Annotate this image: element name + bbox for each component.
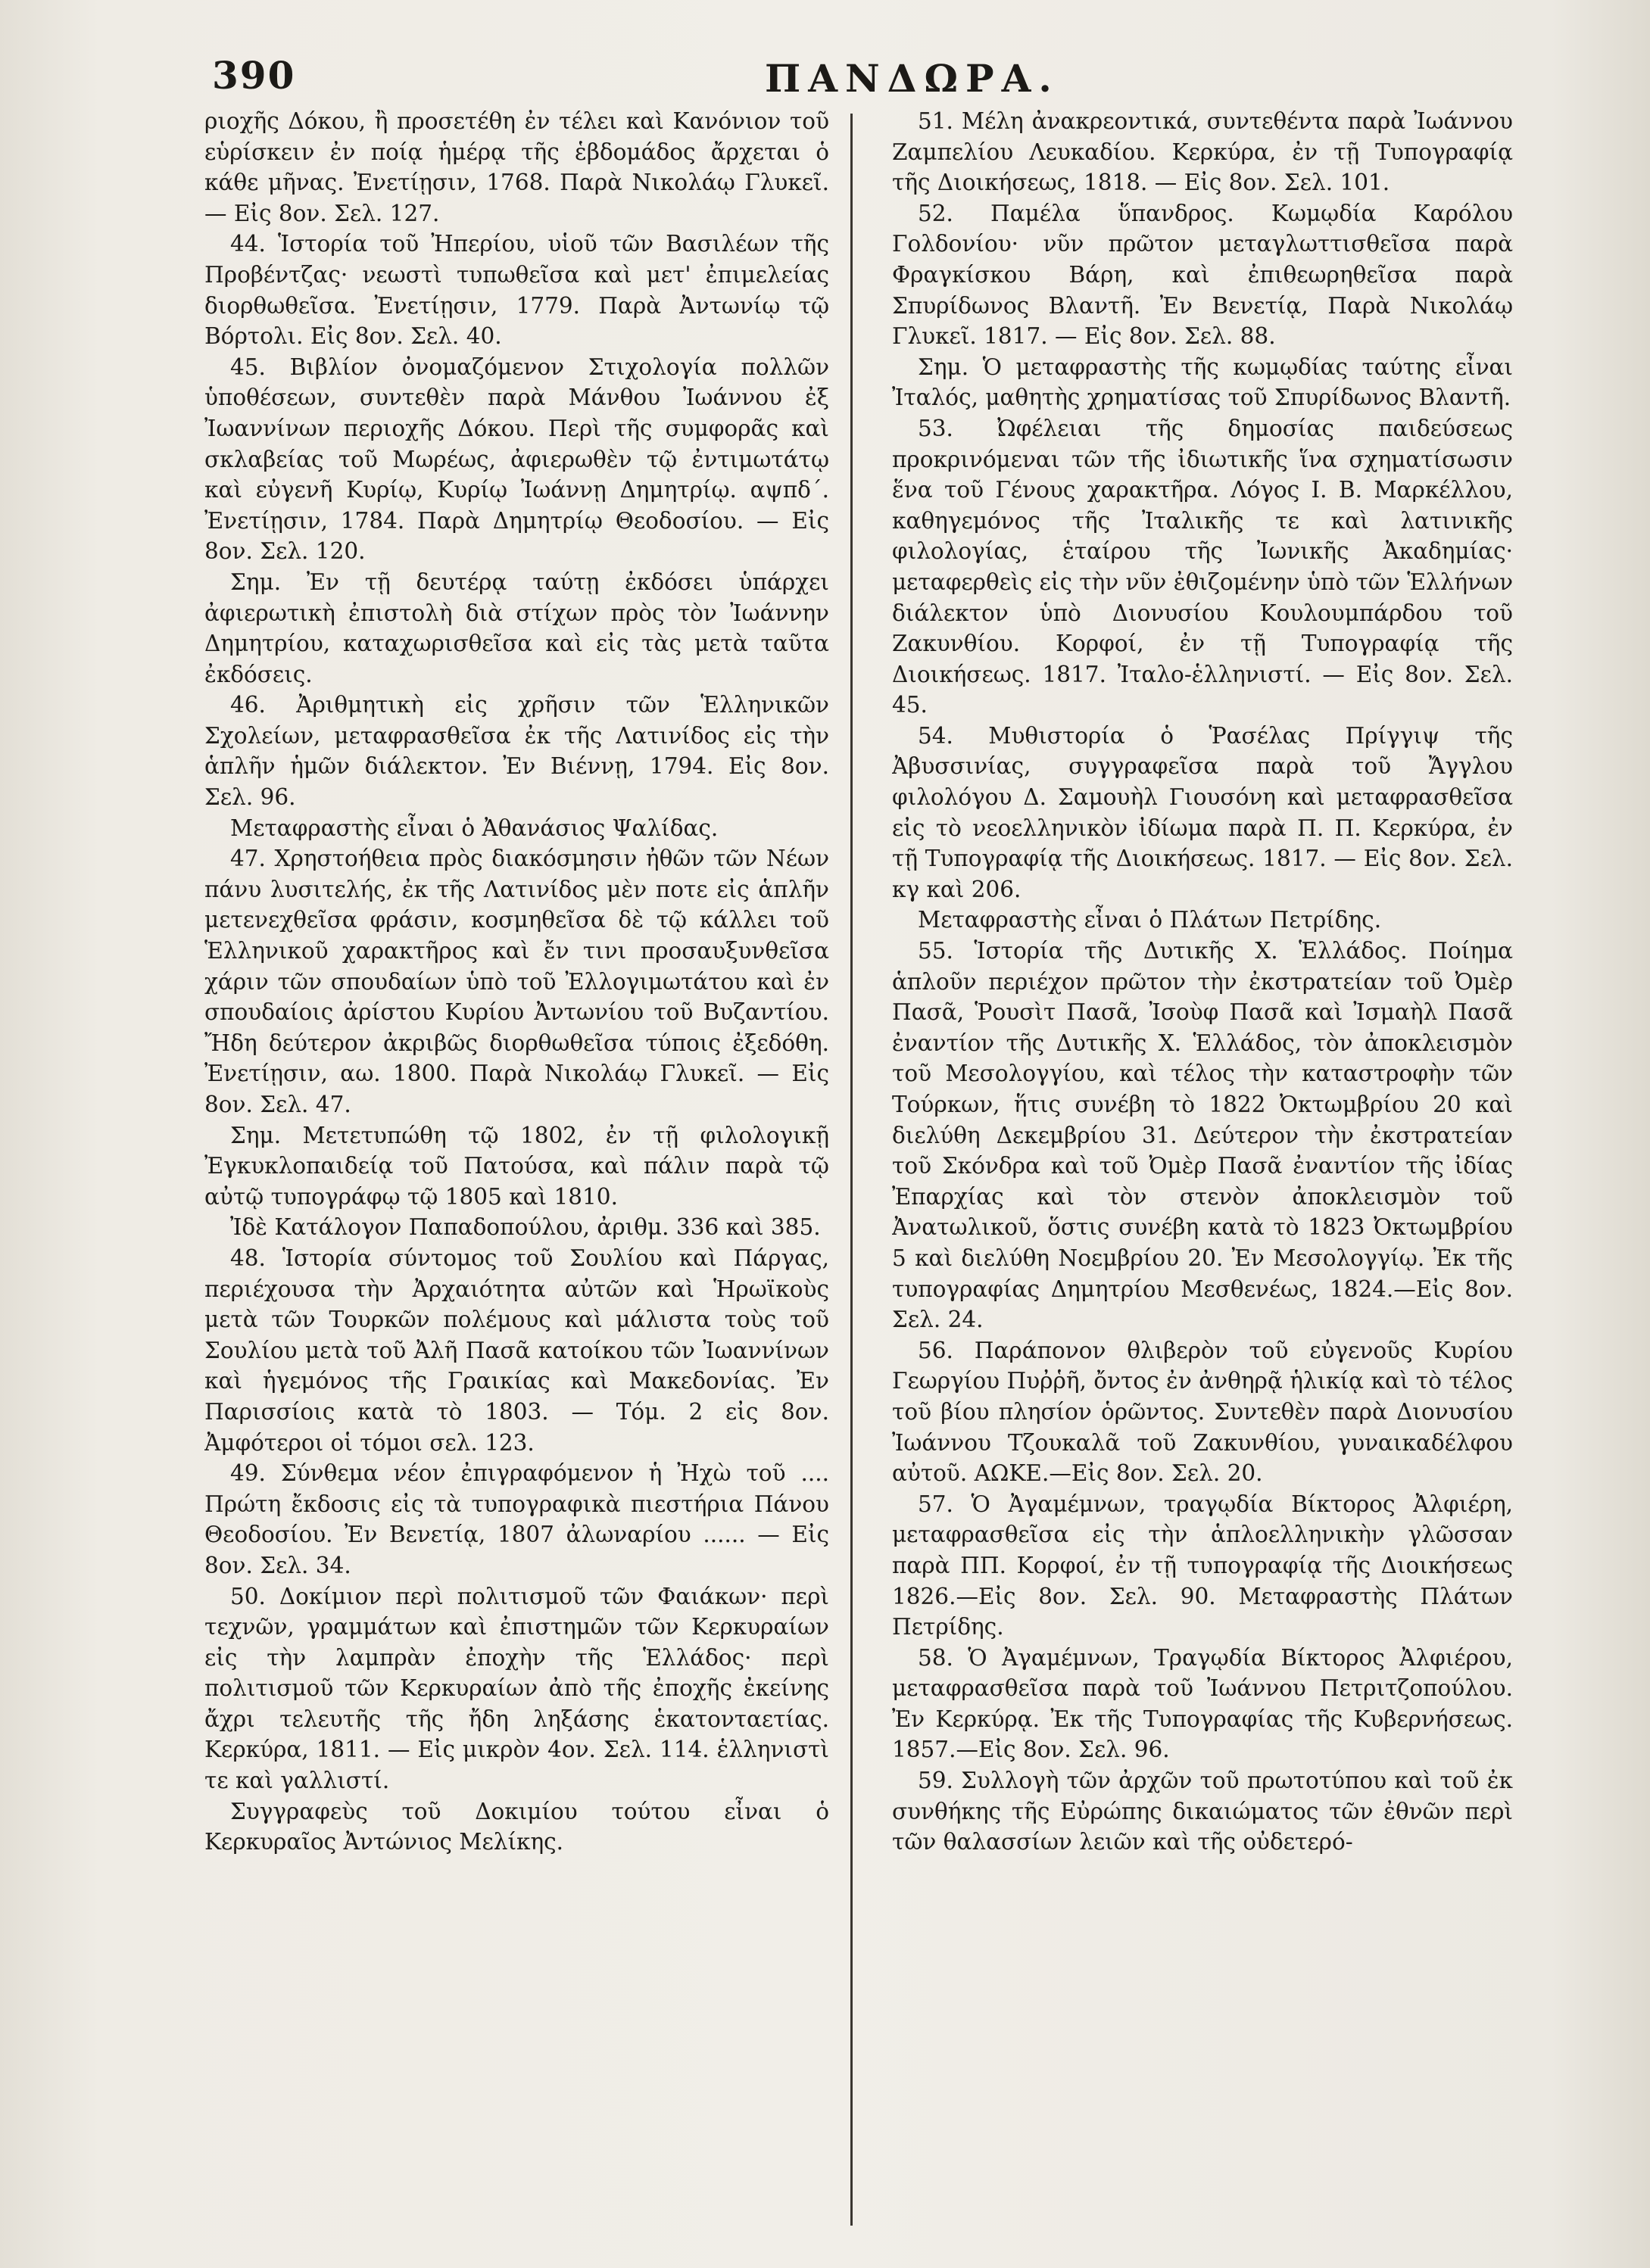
note-52: Σημ. Ὁ μεταφραστὴς τῆς κωμῳδίας ταύτης εἶναι Ἰταλός, μαθητὴς χρηματίσας τοῦ Σπυρίδωνος Βλαντῆ. <box>892 354 1513 411</box>
note-47: Σημ. Μετετυπώθη τῷ 1802, ἐν τῇ φιλολογικῇ Ἐγκυκλοπαιδείᾳ τοῦ Πατούσα, καὶ πάλιν παρὰ τῷ αὐτῷ τυπογράφῳ τῷ 1805 καὶ 1810. <box>204 1122 829 1210</box>
entry-continuation: ριοχῆς Δόκου, ἢ προσετέθη ἐν τέλει καὶ Κανόνιον τοῦ εὑρίσκειν ἐν ποίᾳ ἡμέρᾳ τῆς ἑβδομάδος ἄρχεται ὁ κάθε μῆνας. Ἐνετίῃσιν, 1768. Παρὰ Νικολάῳ Γλυκεῖ. — Εἰς 8ον. Σελ. 127. <box>204 108 829 226</box>
author-note-50: Συγγραφεὺς τοῦ Δοκιμίου τούτου εἶναι ὁ Κερκυραῖος Ἀντώνιος Μελίκης. <box>204 1798 829 1855</box>
entry-58: 58. Ὁ Ἀγαμέμνων, Τραγῳδία Βίκτορος Ἀλφιέρου, μεταφρασθεῖσα παρὰ τοῦ Ἰωάννου Πετριτζοπούλου. Ἐν Κερκύρᾳ. Ἐκ τῆς Τυπογραφίας τῆς Κυβερνήσεως. 1857.—Εἰς 8ον. Σελ. 96. <box>892 1644 1513 1763</box>
entry-54: 54. Μυθιστορία ὁ Ῥασέλας Πρίγγιψ τῆς Ἀβυσσινίας, συγγραφεῖσα παρὰ τοῦ Ἄγγλου φιλολόγου Δ. Σαμουὴλ Γιουσόνη καὶ μεταφρασθεῖσα εἰς τὸ νεοελληνικὸν ἰδίωμα παρὰ Π. Π. Κερκύρα, ἐν τῇ Τυπογραφίᾳ τῆς Διοικήσεως. 1817. — Εἰς 8ον. Σελ. κγ καὶ 206. <box>892 722 1513 902</box>
entry-45: 45. Βιβλίον ὀνομαζόμενον Στιχολογία πολλῶν ὑποθέσεων, συντεθὲν παρὰ Μάνθου Ἰωάννου ἐξ Ἰωαννίνων περιοχῆς Δόκου. Περὶ τῆς συμφορᾶς καὶ σκλαβείας τοῦ Μωρέως, ἀφιερωθὲν τῷ ἐντιμωτάτῳ καὶ εὐγενῆ Κυρίῳ, Κυρίῳ Ἰωάννῃ Δημητρίῳ. αψπδ΄. Ἐνετίῃσιν, 1784. Παρὰ Δημητρίῳ Θεοδοσίου. — Εἰς 8ον. Σελ. 120. <box>204 354 829 565</box>
entry-47: 47. Χρηστοήθεια πρὸς διακόσμησιν ἠθῶν τῶν Νέων πάνυ λυσιτελής, ἐκ τῆς Λατινίδος μὲν ποτε εἰς ἁπλῆν μετενεχθεῖσα φράσιν, κοσμηθεῖσα δὲ τῷ κάλλει τοῦ Ἑλληνικοῦ χαρακτῆρος καὶ ἔν τινι προσαυξυνθεῖσα χάριν τῶν σπουδαίων ὑπὸ τοῦ Ἐλλογιμωτάτου καὶ ἐν σπουδαίοις ἀρίστου Κυρίου Ἀντωνίου τοῦ Βυζαντίου. Ἤδη δεύτερον ἀκριβῶς διορθωθεῖσα τύποις ἐξεδόθη. Ἐνετίῃσιν, αω. 1800. Παρὰ Νικολάῳ Γλυκεῖ. — Εἰς 8ον. Σελ. 47. <box>204 846 829 1117</box>
entry-50: 50. Δοκίμιον περὶ πολιτισμοῦ τῶν Φαιάκων· περὶ τεχνῶν, γραμμάτων καὶ ἐπιστημῶν τῶν Κερκυραίων εἰς τὴν λαμπρὰν ἐποχὴν τῆς Ἑλλάδος· περὶ πολιτισμοῦ τῶν Κερκυραίων ἀπὸ τῆς ἐποχῆς ἐκείνης ἄχρι τελευτῆς τῆς ἤδη ληξάσης ἑκατονταετίας. Κερκύρα, 1811. — Εἰς μικρὸν 4ον. Σελ. 114. ἑλληνιστὶ τε καὶ γαλλιστί. <box>204 1583 829 1794</box>
column-divider <box>850 114 853 2226</box>
running-title: ΠΑΝΔΩΡΑ. <box>765 56 1059 101</box>
entry-46: 46. Ἀριθμητικὴ εἰς χρῆσιν τῶν Ἑλληνικῶν Σχολείων, μεταφρασθεῖσα ἐκ τῆς Λατινίδος εἰς τὴν ἁπλῆν ἡμῶν διάλεκτον. Ἐν Βιέννῃ, 1794. Εἰς 8ον. Σελ. 96. <box>204 692 829 811</box>
entry-48: 48. Ἱστορία σύντομος τοῦ Σουλίου καὶ Πάργας, περιέχουσα τὴν Ἀρχαιότητα αὐτῶν καὶ Ἡρωϊκοὺς μετὰ τῶν Τουρκῶν πολέμους καὶ μάλιστα τοὺς τοῦ Σουλίου μετὰ τοῦ Ἀλῆ Πασᾶ κατοίκου τῶν Ἰωαννίνων καὶ ἡγεμόνος τῆς Γραικίας καὶ Μακεδονίας. Ἐν Παρισσίοις κατὰ τὸ 1803. — Τόμ. 2 εἰς 8ον. Ἀμφότεροι οἱ τόμοι σελ. 123. <box>204 1245 829 1456</box>
note-45: Σημ. Ἐν τῇ δευτέρᾳ ταύτῃ ἐκδόσει ὑπάρχει ἀφιερωτικὴ ἐπιστολὴ διὰ στίχων πρὸς τὸν Ἰωάννην Δημητρίου, καταχωρισθεῖσα καὶ εἰς τὰς μετὰ ταῦτα ἐκδόσεις. <box>204 569 829 687</box>
page-header <box>212 53 1059 114</box>
entry-51: 51. Μέλη ἀνακρεοντικά, συντεθέντα παρὰ Ἰωάννου Ζαμπελίου Λευκαδίου. Κερκύρα, ἐν τῇ Τυπογραφίᾳ τῆς Διοικήσεως, 1818. — Εἰς 8ον. Σελ. 101. <box>892 108 1513 196</box>
entry-57: 57. Ὁ Ἀγαμέμνων, τραγῳδία Βίκτορος Ἀλφιέρη, μεταφρασθεῖσα εἰς τὴν ἁπλοελληνικὴν γλῶσσαν παρὰ ΠΠ. Κορφοί, ἐν τῇ τυπογραφίᾳ τῆς Διοικήσεως 1826.—Εἰς 8ον. Σελ. 90. Μεταφραστὴς Πλάτων Πετρίδης. <box>892 1491 1513 1640</box>
entry-56: 56. Παράπονον θλιβερὸν τοῦ εὐγενοῦς Κυρίου Γεωργίου Πυῤῥῆ, ὄντος ἐν ἀνθηρᾷ ἡλικίᾳ καὶ τὸ τέλος τοῦ βίου πλησίον ὁρῶντος. Συντεθὲν παρὰ Διονυσίου Ἰωάννου Τζουκαλᾶ τοῦ Ζακυνθίου, γυναικαδέλφου αὐτοῦ. ΑΩΚΕ.—Εἰς 8ον. Σελ. 20. <box>892 1337 1513 1487</box>
page-number: 390 <box>212 53 296 98</box>
entry-49: 49. Σύνθεμα νέον ἐπιγραφόμενον ἡ Ἠχὼ τοῦ .... Πρώτη ἔκδοσις εἰς τὰ τυπογραφικὰ πιεστήρια Πάνου Θεοδοσίου. Ἐν Βενετίᾳ, 1807 ἀλωναρίου ...... — Εἰς 8ον. Σελ. 34. <box>204 1460 829 1578</box>
entry-53: 53. Ὠφέλειαι τῆς δημοσίας παιδεύσεως προκρινόμεναι τῶν τῆς ἰδιωτικῆς ἵνα σχηματίσωσιν ἕνα τοῦ Γένους χαρακτῆρα. Λόγος Ι. Β. Μαρκέλλου, καθηγεμόνος τῆς Ἰταλικῆς τε καὶ λατινικῆς φιλολογίας, ἑταίρου τῆς Ἰωνικῆς Ἀκαδημίας· μεταφερθεὶς εἰς τὴν νῦν ἐθιζομένην ὑπὸ τῶν Ἑλλήνων διάλεκτον ὑπὸ Διονυσίου Κουλουμπάρδου τοῦ Ζακυνθίου. Κορφοί, ἐν τῇ Τυπογραφίᾳ τῆς Διοικήσεως. 1817. Ἰταλο-ἑλληνιστί. — Εἰς 8ον. Σελ. 45. <box>892 415 1513 718</box>
translator-note-54: Μεταφραστὴς εἶναι ὁ Πλάτων Πετρίδης. <box>918 907 1382 933</box>
entry-52: 52. Παμέλα ὕπανδρος. Κωμῳδία Καρόλου Γολδονίου· νῦν πρῶτον μεταγλωττισθεῖσα παρὰ Φραγκίσκου Βάρη, καὶ ἐπιθεωρηθεῖσα παρὰ Σπυρίδωνος Βλαντῆ. Ἐν Βενετίᾳ, Παρὰ Νικολάῳ Γλυκεῖ. 1817. — Εἰς 8ον. Σελ. 88. <box>892 200 1513 350</box>
translator-note-46: Μεταφραστὴς εἶναι ὁ Ἀθανάσιος Ψαλίδας. <box>230 815 719 841</box>
entry-55: 55. Ἱστορία τῆς Δυτικῆς Χ. Ἑλλάδος. Ποίημα ἁπλοῦν περιέχον πρῶτον τὴν ἐκστρατείαν τοῦ Ὀμὲρ Πασᾶ, Ῥουσὶτ Πασᾶ, Ἰσοὺφ Πασᾶ καὶ Ἰσμαὴλ Πασᾶ ἐναντίον τῆς Δυτικῆς Χ. Ἑλλάδος, τὸν ἀποκλεισμὸν τοῦ Μεσολογγίου, καὶ τέλος τὴν καταστροφὴν τῶν Τούρκων, ἥτις συνέβη τὸ 1822 Ὀκτωμβρίου 20 καὶ διελύθη Δεκεμβρίου 31. Δεύτερον τὴν ἐκστρατείαν τοῦ Σκόνδρα καὶ τοῦ Ὀμὲρ Πασᾶ ἐναντίον τῆς ἰδίας Ἐπαρχίας καὶ τὸν στενὸν ἀποκλεισμὸν τοῦ Ἀνατωλικοῦ, ὅστις συνέβη κατὰ τὸ 1823 Ὀκτωμβρίου 5 καὶ διελύθη Νοεμβρίου 20. Ἐν Μεσολογγίῳ. Ἐκ τῆς τυπογραφίας Δημητρίου Μεσθενέως, 1824.—Εἰς 8ον. Σελ. 24. <box>892 938 1513 1333</box>
left-column <box>204 106 829 2256</box>
reference-note-47: Ἰδὲ Κατάλογον Παπαδοπούλου, ἀριθμ. 336 καὶ 385. <box>230 1214 821 1241</box>
right-column <box>892 106 1513 2256</box>
entry-59: 59. Συλλογὴ τῶν ἀρχῶν τοῦ πρωτοτύπου καὶ τοῦ ἐκ συνθήκης τῆς Εὐρώπης δικαιώματος τῶν ἐθνῶν περὶ τῶν θαλασσίων λειῶν καὶ τῆς οὐδετερό- <box>892 1768 1513 1855</box>
entry-44: 44. Ἱστορία τοῦ Ἠπερίου, υἱοῦ τῶν Βασιλέων τῆς Προβέντζας· νεωστὶ τυπωθεῖσα καὶ μετ' ἐπιμελείας διορθωθεῖσα. Ἐνετίῃσιν, 1779. Παρὰ Ἀντωνίῳ τῷ Βόρτολι. Εἰς 8ον. Σελ. 40. <box>204 231 829 350</box>
